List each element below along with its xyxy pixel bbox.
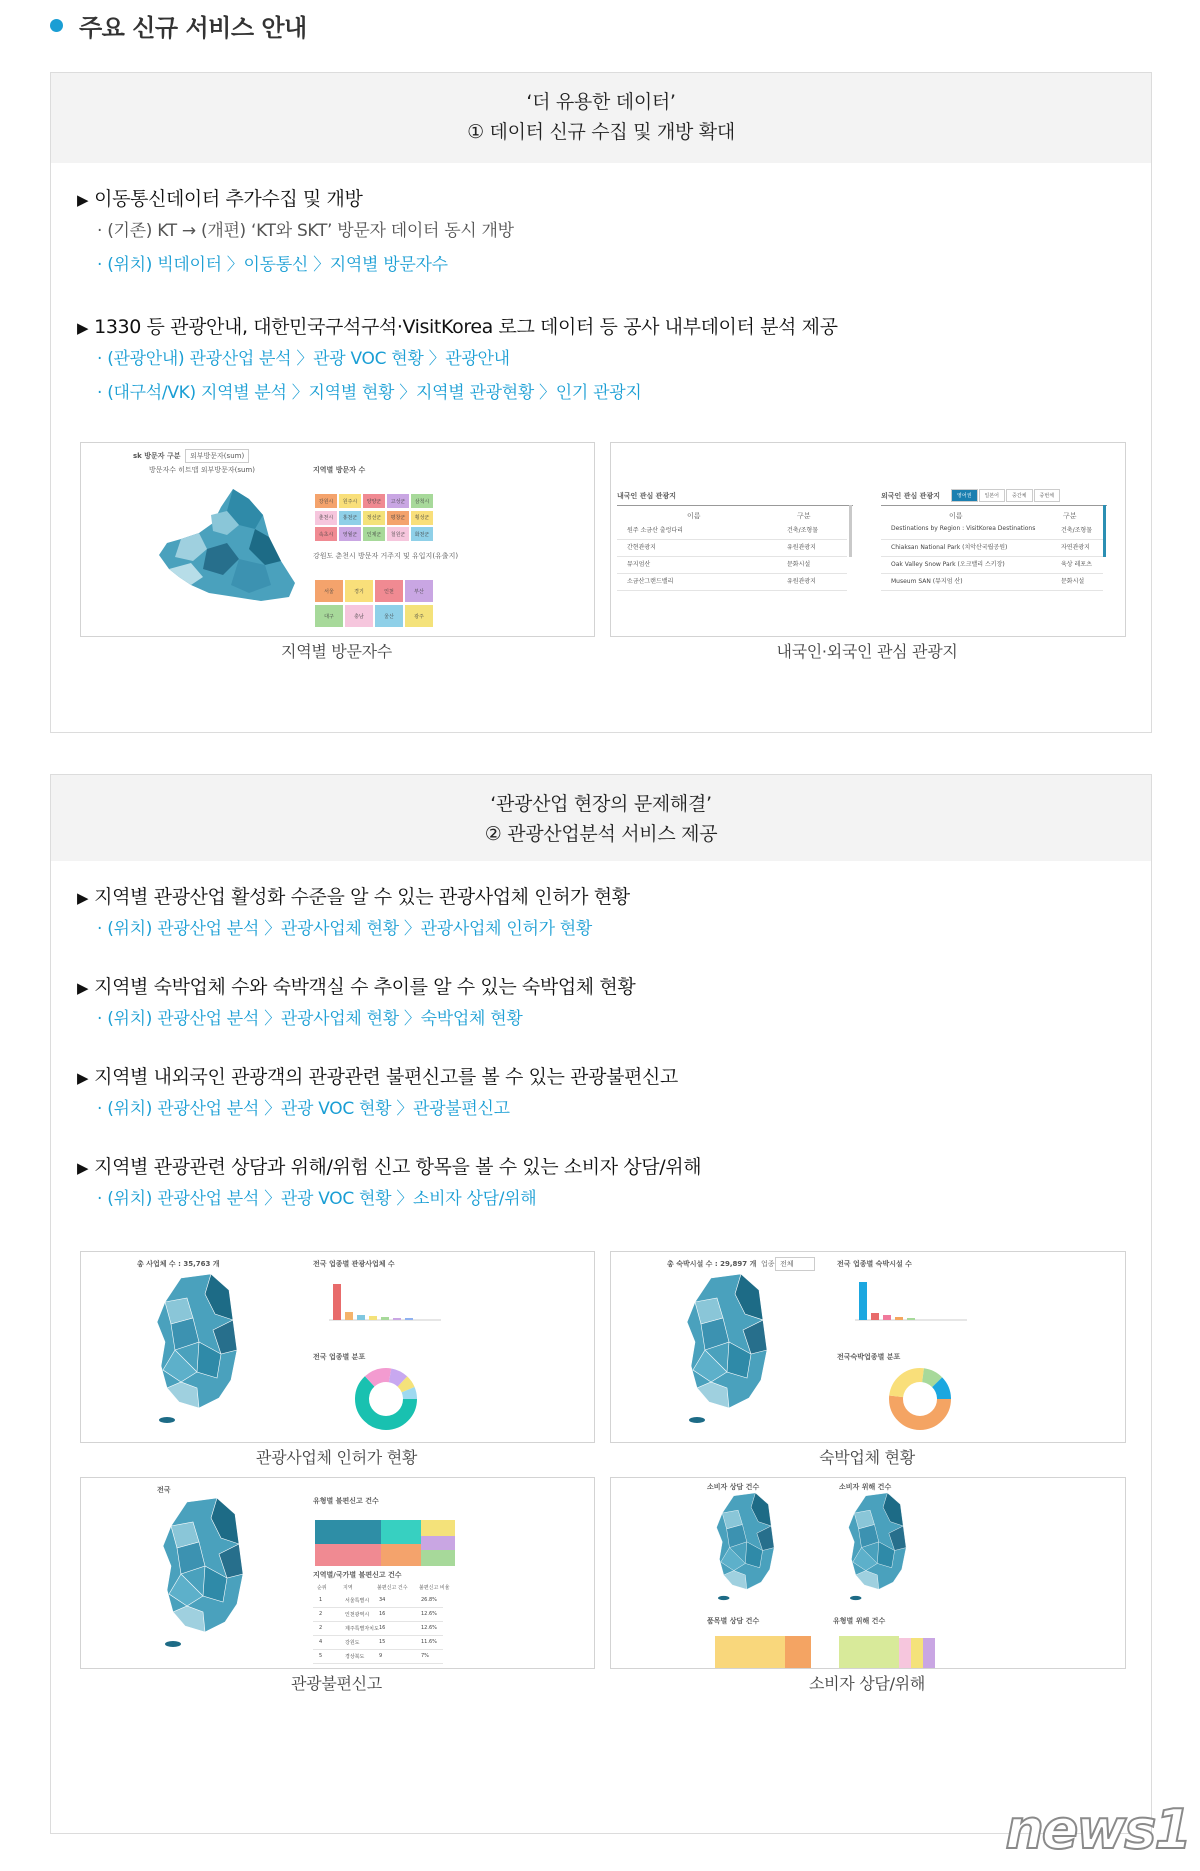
complaint-treemap bbox=[315, 1520, 455, 1566]
cell-name: 원주 소금산 출렁다리 bbox=[627, 527, 683, 534]
table-cell: 인천광역시 bbox=[345, 1612, 370, 1618]
treemap-tile: 영월군 bbox=[338, 526, 362, 542]
korea-map-right bbox=[837, 1490, 927, 1610]
donut-chart bbox=[885, 1364, 955, 1434]
table-cell: 4 bbox=[319, 1639, 323, 1645]
treemap-tile: 정선군 bbox=[362, 510, 386, 526]
section-header bbox=[51, 73, 1151, 163]
treemap-tile: 서울 bbox=[314, 579, 344, 603]
donut-title: 전국숙박업종별 분포 bbox=[837, 1353, 901, 1361]
filter-label: 업종 bbox=[761, 1260, 775, 1268]
item-location: · (위치) 관광산업 분석 〉관광 VOC 현황 〉소비자 상담/위해 bbox=[97, 1189, 537, 1209]
foreign-title: 외국인 관심 관광지 bbox=[881, 492, 940, 500]
item-title: ▶ 1330 등 관광안내, 대한민국구석구석·VisitKorea 로그 데이터 등 공사 내부데이터 분석 제공 bbox=[77, 316, 838, 338]
item-title: ▶ 지역별 내외국인 관광객의 관광관련 불편신고를 볼 수 있는 관광불편신고 bbox=[77, 1066, 678, 1088]
item-title: ▶ 지역별 관광관련 상담과 위해/위험 신고 항목을 볼 수 있는 소비자 상담/위해 bbox=[77, 1156, 702, 1178]
section-title: ‘더 유용한 데이터’ bbox=[526, 91, 676, 113]
treemap-tile: 경기 bbox=[344, 579, 374, 603]
item-mobile-data bbox=[77, 185, 514, 282]
triangle-bullet-icon: ▶ bbox=[77, 979, 89, 997]
treemap-tile: 대구 bbox=[314, 604, 344, 628]
table-cell: 16 bbox=[379, 1611, 386, 1617]
cell-name: Oak Valley Snow Park (오크밸리 스키장) bbox=[891, 561, 1005, 568]
section-subtitle: ② 관광산업분석 서비스 제공 bbox=[484, 823, 718, 845]
korea-map bbox=[147, 1494, 267, 1654]
treemap-title: 지역별 방문자 수 bbox=[313, 466, 366, 474]
table-header-cell: 불편신고 비율 bbox=[419, 1585, 450, 1591]
col-type: 구분 bbox=[1063, 512, 1077, 520]
table-title: 지역별/국가별 불편신고 건수 bbox=[313, 1571, 402, 1579]
col-type: 구분 bbox=[797, 512, 811, 520]
triangle-bullet-icon: ▶ bbox=[77, 319, 89, 337]
bar-chart bbox=[847, 1272, 977, 1332]
table-cell: 2 bbox=[319, 1611, 323, 1617]
treemap-tile: 울산 bbox=[374, 604, 404, 628]
item-complaints bbox=[77, 1063, 678, 1126]
table-cell: 강원도 bbox=[345, 1640, 360, 1646]
screenshot-business bbox=[80, 1251, 595, 1443]
consumer-treemap-b bbox=[785, 1636, 811, 1668]
table-header-cell: 순위 bbox=[317, 1585, 327, 1591]
korea-map bbox=[141, 1270, 261, 1430]
item-location: · (위치) 관광산업 분석 〉관광사업체 현황 〉관광사업체 인허가 현황 bbox=[97, 919, 593, 939]
filter-label: sk 방문자 구분 bbox=[133, 452, 181, 460]
korea-map-left bbox=[705, 1490, 795, 1610]
table-cell: 서울특별시 bbox=[345, 1598, 370, 1604]
treemap-bottom bbox=[314, 579, 434, 629]
table-cell: 12.6% bbox=[421, 1611, 437, 1617]
domestic-title: 내국인 관심 관광지 bbox=[617, 492, 676, 500]
item-location: · (위치) 관광산업 분석 〉관광 VOC 현황 〉관광불편신고 bbox=[97, 1099, 510, 1119]
chart-title: 유형별 위해 건수 bbox=[833, 1617, 886, 1625]
map-title: 방문자수 히트맵 외부방문자(sum) bbox=[149, 466, 255, 474]
screenshot-complaints bbox=[80, 1477, 595, 1669]
treemap-sub: 강원도 춘천시 방문자 거주지 및 유입지(유출지) bbox=[313, 552, 459, 560]
item-title: ▶ 지역별 관광산업 활성화 수준을 알 수 있는 관광사업체 인허가 현황 bbox=[77, 886, 630, 908]
caption-business: 관광사업체 인허가 현황 bbox=[255, 1448, 418, 1467]
cell-name: 뮤지엄산 bbox=[627, 561, 651, 568]
caption-visitors: 지역별 방문자수 bbox=[281, 642, 392, 661]
map-title: 소비자 위해 건수 bbox=[839, 1483, 892, 1491]
cell-type: 문화시설 bbox=[787, 561, 811, 568]
treemap-tile: 횡성군 bbox=[410, 510, 434, 526]
treemap-tile: 춘천시 bbox=[314, 510, 338, 526]
table-cell: 9 bbox=[379, 1653, 383, 1659]
table-row[interactable] bbox=[313, 1636, 443, 1650]
treemap-tile: 광주 bbox=[404, 604, 434, 628]
screenshot-interest bbox=[610, 442, 1126, 637]
table-header-cell: 지역 bbox=[343, 1585, 353, 1591]
item-title: ▶ 지역별 숙박업체 수와 숙박객실 수 추이를 알 수 있는 숙박업체 현황 bbox=[77, 976, 636, 998]
cell-name: 소금산그랜드밸리 bbox=[627, 578, 674, 585]
bar-chart bbox=[321, 1272, 451, 1332]
region-label: 전국 bbox=[157, 1486, 171, 1494]
triangle-bullet-icon: ▶ bbox=[77, 889, 89, 907]
table-cell: 34 bbox=[379, 1597, 386, 1603]
cell-type: 유원관광지 bbox=[787, 578, 816, 585]
page-heading bbox=[50, 8, 307, 43]
treemap-tile: 강원시 bbox=[314, 493, 338, 509]
screenshot-visitors bbox=[80, 442, 595, 637]
treemap-tile: 삼척시 bbox=[410, 493, 434, 509]
table-cell: 2 bbox=[319, 1625, 323, 1631]
screenshot-consumer bbox=[610, 1477, 1126, 1669]
table-cell: 7% bbox=[421, 1653, 429, 1659]
caption-consumer: 소비자 상담/위해 bbox=[809, 1674, 925, 1693]
table-cell: 12.6% bbox=[421, 1625, 437, 1631]
section-subtitle: ① 데이터 신규 수집 및 개방 확대 bbox=[467, 121, 735, 143]
table-row[interactable] bbox=[313, 1622, 443, 1636]
col-name: 이름 bbox=[949, 512, 963, 520]
treemap-tile: 고성군 bbox=[386, 493, 410, 509]
item-lodging bbox=[77, 973, 635, 1036]
table-row[interactable] bbox=[313, 1594, 443, 1608]
table-cell: 26.8% bbox=[421, 1597, 437, 1603]
table-row[interactable] bbox=[313, 1650, 443, 1664]
news1-watermark-logo: news1 bbox=[1005, 1798, 1190, 1861]
treemap-tile: 원주시 bbox=[338, 493, 362, 509]
filter-select: 외부방문자(sum) bbox=[185, 449, 249, 463]
cell-type: 육상 레포츠 bbox=[1061, 561, 1092, 568]
item-internal-data bbox=[77, 313, 838, 410]
treemap-tile: 충남 bbox=[344, 604, 374, 628]
gangwon-map bbox=[151, 485, 311, 605]
item-location: · (관광안내) 관광산업 분석 〉관광 VOC 현황 〉관광안내 bbox=[97, 349, 510, 369]
cell-type: 문화시설 bbox=[1061, 578, 1085, 585]
table-cell: 11.6% bbox=[421, 1639, 437, 1645]
col-name: 이름 bbox=[687, 512, 701, 520]
section-header bbox=[51, 775, 1151, 861]
lang-tab[interactable]: 영어권 bbox=[951, 489, 978, 502]
consumer-treemap-c bbox=[839, 1636, 899, 1668]
triangle-bullet-icon: ▶ bbox=[77, 1069, 89, 1087]
caption-interest: 내국인·외국인 관심 관광지 bbox=[776, 642, 958, 661]
item-location: · (위치) 빅데이터 〉이동통신 〉지역별 방문자수 bbox=[97, 255, 448, 275]
chart-title: 품목별 상담 건수 bbox=[707, 1617, 760, 1625]
map-label: 총 숙박시설 수 : 29,897 개 bbox=[667, 1260, 757, 1268]
bar-title: 전국 업종별 숙박시설 수 bbox=[837, 1260, 912, 1268]
table-cell: 경상북도 bbox=[345, 1654, 365, 1660]
caption-lodging: 숙박업체 현황 bbox=[819, 1448, 915, 1467]
cell-name: Destinations by Region : VisitKorea Destinations bbox=[891, 525, 1036, 532]
cell-name: 간현관광지 bbox=[627, 544, 656, 551]
map-label: 총 사업체 수 : 35,763 개 bbox=[137, 1260, 220, 1268]
item-location: · (대구석/VK) 지역별 분석 〉지역별 현황 〉지역별 관광현황 〉인기 관광지 bbox=[97, 383, 642, 403]
screenshot-lodging bbox=[610, 1251, 1126, 1443]
lang-tab[interactable]: 중번체 bbox=[1034, 489, 1061, 502]
treemap-tile: 부산 bbox=[404, 579, 434, 603]
cell-name: Chiaksan National Park (치악산국립공원) bbox=[891, 544, 1008, 551]
donut-chart bbox=[351, 1364, 421, 1434]
section-industry-analysis bbox=[50, 774, 1152, 1834]
triangle-bullet-icon: ▶ bbox=[77, 191, 89, 209]
table-row[interactable] bbox=[313, 1608, 443, 1622]
table-cell: 1 bbox=[319, 1597, 323, 1603]
bar-title: 전국 업종별 관광사업체 수 bbox=[313, 1260, 395, 1268]
triangle-bullet-icon: ▶ bbox=[77, 1159, 89, 1177]
section-data-expansion bbox=[50, 72, 1152, 733]
table-cell: 제주특별자치도 bbox=[345, 1626, 379, 1632]
treemap-tile: 홍천군 bbox=[338, 510, 362, 526]
item-consumer bbox=[77, 1153, 701, 1216]
donut-title: 전국 업종별 분포 bbox=[313, 1353, 366, 1361]
treemap-tile: 인천 bbox=[374, 579, 404, 603]
lang-tabs bbox=[951, 489, 1061, 502]
table-cell: 5 bbox=[319, 1653, 323, 1659]
treemap-tile: 인제군 bbox=[362, 526, 386, 542]
caption-complaints: 관광불편신고 bbox=[291, 1674, 382, 1693]
treemap-tile: 평창군 bbox=[386, 510, 410, 526]
item-title: ▶ 이동통신데이터 추가수집 및 개방 bbox=[77, 188, 363, 210]
section-title: ‘관광산업 현장의 문제해결’ bbox=[490, 793, 712, 815]
item-business-license bbox=[77, 883, 630, 946]
page-title: 주요 신규 서비스 안내 bbox=[79, 14, 307, 42]
table-cell: 16 bbox=[379, 1625, 386, 1631]
treemap-top bbox=[314, 493, 434, 543]
map-title: 소비자 상담 건수 bbox=[707, 1483, 760, 1491]
cell-type: 자연관광지 bbox=[1061, 544, 1090, 551]
lang-tab[interactable]: 일본어 bbox=[979, 489, 1006, 502]
bullet-dot-icon bbox=[50, 19, 63, 32]
korea-map bbox=[671, 1270, 791, 1430]
table-header-cell: 불편신고 건수 bbox=[377, 1585, 408, 1591]
consumer-treemap-a bbox=[715, 1636, 785, 1668]
filter-select[interactable]: 전체 bbox=[775, 1257, 815, 1271]
treemap-tile: 양양군 bbox=[362, 493, 386, 509]
item-desc: · (기존) KT → (개편) ‘KT와 SKT’ 방문자 데이터 동시 개방 bbox=[97, 221, 514, 241]
treemap-tile: 화천군 bbox=[410, 526, 434, 542]
cell-type: 건축/조형물 bbox=[787, 527, 819, 534]
item-location: · (위치) 관광산업 분석 〉관광사업체 현황 〉숙박업체 현황 bbox=[97, 1009, 523, 1029]
treemap-tile: 속초시 bbox=[314, 526, 338, 542]
table-cell: 15 bbox=[379, 1639, 386, 1645]
cell-type: 유원관광지 bbox=[787, 544, 816, 551]
table-row[interactable] bbox=[617, 572, 847, 591]
treemap-tile: 철원군 bbox=[386, 526, 410, 542]
cell-name: Museum SAN (뮤지엄 산) bbox=[891, 578, 963, 585]
table-row[interactable] bbox=[881, 572, 1103, 591]
treemap-title: 유형별 불편신고 건수 bbox=[313, 1497, 379, 1505]
lang-tab[interactable]: 중간체 bbox=[1006, 489, 1033, 502]
cell-type: 건축/조형물 bbox=[1061, 527, 1093, 534]
